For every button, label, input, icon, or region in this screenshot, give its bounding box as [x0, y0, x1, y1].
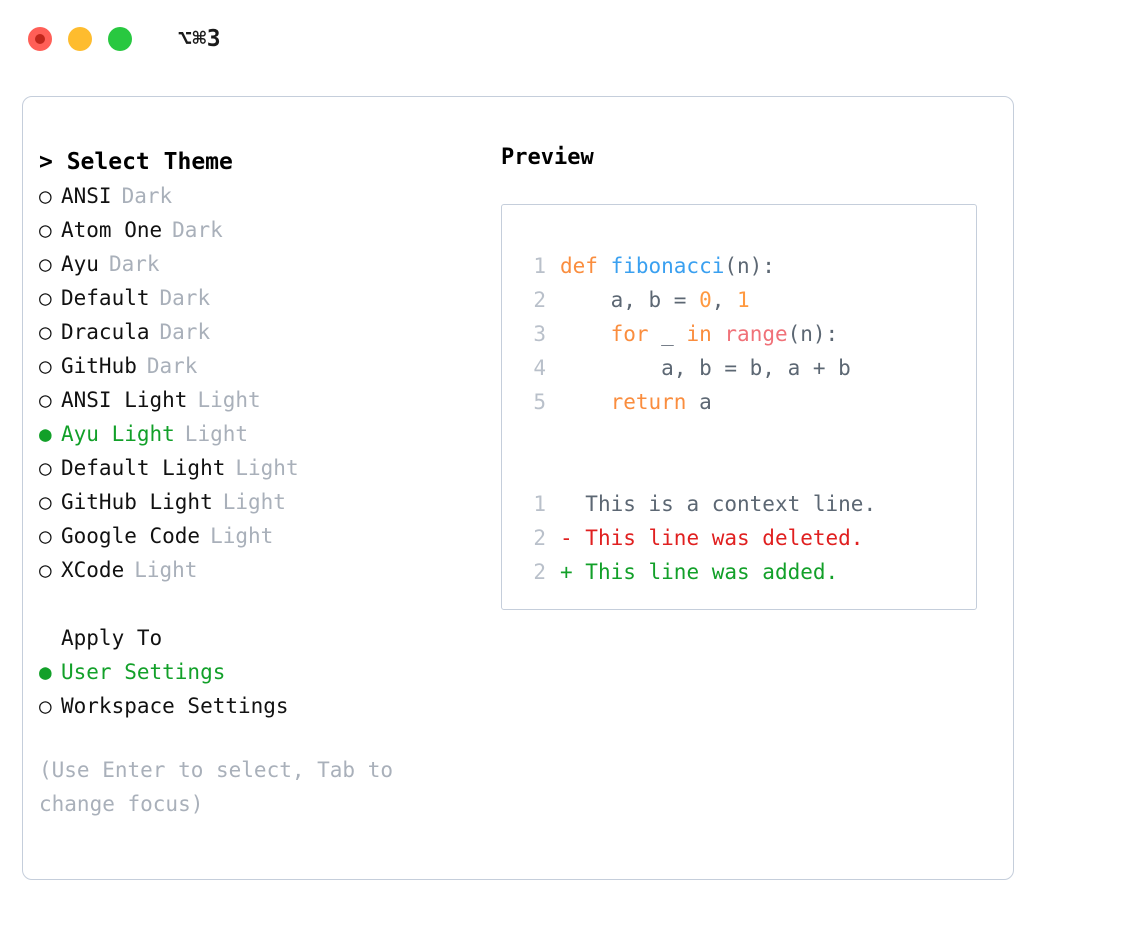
radio-icon: ○ [39, 252, 52, 276]
radio-icon-selected: ● [39, 660, 52, 684]
line-number: 2 [533, 560, 546, 584]
radio-icon: ○ [39, 388, 52, 412]
code-line [520, 385, 976, 419]
diff-marker [560, 487, 573, 521]
code-token: def [560, 254, 611, 278]
code-token: a, b = b, a + b [560, 356, 851, 380]
radio-icon: ○ [39, 558, 52, 582]
window-shortcut-label: ⌥⌘3 [178, 26, 222, 52]
list-spacer [39, 587, 489, 621]
preview-title: Preview [501, 145, 594, 170]
theme-label: Dracula [61, 320, 150, 344]
theme-variant: Dark [108, 252, 160, 276]
apply-to-list[interactable] [39, 655, 489, 723]
diff-text: This line was deleted. [572, 526, 864, 550]
code-token [712, 317, 725, 351]
theme-variant: Dark [159, 320, 211, 344]
apply-to-option-user-settings[interactable] [39, 655, 489, 689]
theme-label: ANSI [61, 184, 112, 208]
diff-marker: + [560, 560, 573, 584]
line-number: 3 [533, 322, 546, 346]
theme-label: Ayu Light [61, 422, 175, 446]
code-line [520, 317, 976, 351]
theme-option-atom-one[interactable] [39, 213, 489, 247]
diff-line-deleted [520, 521, 976, 555]
theme-label: ANSI Light [61, 388, 188, 412]
theme-label: Default Light [61, 456, 226, 480]
minimize-button[interactable] [68, 27, 92, 51]
line-number: 1 [533, 492, 546, 516]
main-panel [22, 96, 1014, 880]
theme-variant: Light [184, 422, 249, 446]
theme-label: GitHub [61, 354, 137, 378]
code-token: a, b = [560, 288, 700, 312]
radio-icon: ○ [39, 320, 52, 344]
theme-option-ayu-light[interactable] [39, 417, 489, 451]
code-line [520, 283, 976, 317]
theme-variant: Light [235, 456, 299, 480]
theme-list[interactable] [39, 179, 489, 587]
diff-text: This line was added. [572, 560, 839, 584]
theme-option-dracula[interactable] [39, 315, 489, 349]
keyboard-hint: (Use Enter to select, Tab to change focus) [39, 758, 406, 816]
code-blank-line-2 [520, 453, 976, 487]
line-number: 5 [533, 390, 546, 414]
theme-option-ansi[interactable] [39, 179, 489, 213]
diff-marker: - [560, 526, 573, 550]
code-token: range [724, 322, 788, 346]
theme-option-ansi-light[interactable] [39, 383, 489, 417]
diff-line-added [520, 555, 976, 589]
maximize-button[interactable] [108, 27, 132, 51]
line-number: 1 [533, 254, 546, 278]
code-token: fibonacci [610, 254, 725, 278]
select-theme-heading: > Select Theme [39, 149, 233, 175]
line-number: 2 [533, 288, 546, 312]
theme-label: Ayu [61, 252, 99, 276]
code-token: in [686, 322, 712, 346]
line-number: 4 [533, 356, 546, 380]
theme-label: GitHub Light [61, 490, 213, 514]
theme-option-github[interactable] [39, 349, 489, 383]
theme-variant: Dark [146, 354, 198, 378]
radio-icon: ○ [39, 184, 52, 208]
theme-option-default-light[interactable] [39, 451, 489, 485]
theme-variant: Light [222, 490, 286, 514]
radio-icon: ○ [39, 524, 52, 548]
theme-option-github-light[interactable] [39, 485, 489, 519]
close-button[interactable] [28, 27, 52, 51]
theme-option-default[interactable] [39, 281, 489, 315]
radio-icon: ○ [39, 694, 52, 718]
theme-label: Google Code [61, 524, 201, 548]
theme-option-xcode[interactable] [39, 553, 489, 587]
title-bar [0, 0, 1140, 78]
theme-picker-column [39, 145, 489, 821]
theme-variant: Dark [172, 218, 223, 242]
apply-to-heading: Apply To [61, 626, 163, 650]
code-token: 0 [699, 288, 712, 312]
theme-variant: Light [210, 524, 274, 548]
theme-label: XCode [61, 558, 125, 582]
radio-icon: ○ [39, 490, 52, 514]
line-number: 2 [533, 526, 546, 550]
theme-option-google-code[interactable] [39, 519, 489, 553]
radio-icon: ○ [39, 354, 52, 378]
code-token: _ [648, 322, 687, 346]
code-line [520, 249, 976, 283]
code-token [560, 317, 611, 351]
code-token: a [686, 390, 712, 414]
code-token: for [610, 322, 649, 346]
theme-option-ayu[interactable] [39, 247, 489, 281]
code-token: (n): [724, 254, 775, 278]
preview-box [501, 204, 977, 610]
code-token: (n): [787, 322, 839, 346]
code-token: 1 [737, 288, 750, 312]
theme-variant: Light [134, 558, 198, 582]
apply-to-label: Workspace Settings [61, 694, 289, 718]
code-line [520, 351, 976, 385]
code-blank-line [520, 419, 976, 453]
radio-icon: ○ [39, 286, 52, 310]
diff-text: This is a context line. [572, 492, 877, 516]
radio-icon: ○ [39, 456, 52, 480]
apply-to-option-workspace-settings[interactable] [39, 689, 489, 723]
theme-variant: Dark [159, 286, 211, 310]
radio-icon-selected: ● [39, 422, 52, 446]
diff-line-context [520, 487, 976, 521]
theme-variant: Dark [121, 184, 173, 208]
code-token: return [610, 390, 687, 414]
theme-variant: Light [197, 388, 261, 412]
code-token: , [711, 288, 738, 312]
radio-icon: ○ [39, 218, 52, 242]
code-token [560, 385, 611, 419]
preview-column [501, 145, 1001, 610]
theme-label: Default [61, 286, 150, 310]
apply-to-label: User Settings [61, 660, 226, 684]
theme-label: Atom One [61, 218, 163, 242]
